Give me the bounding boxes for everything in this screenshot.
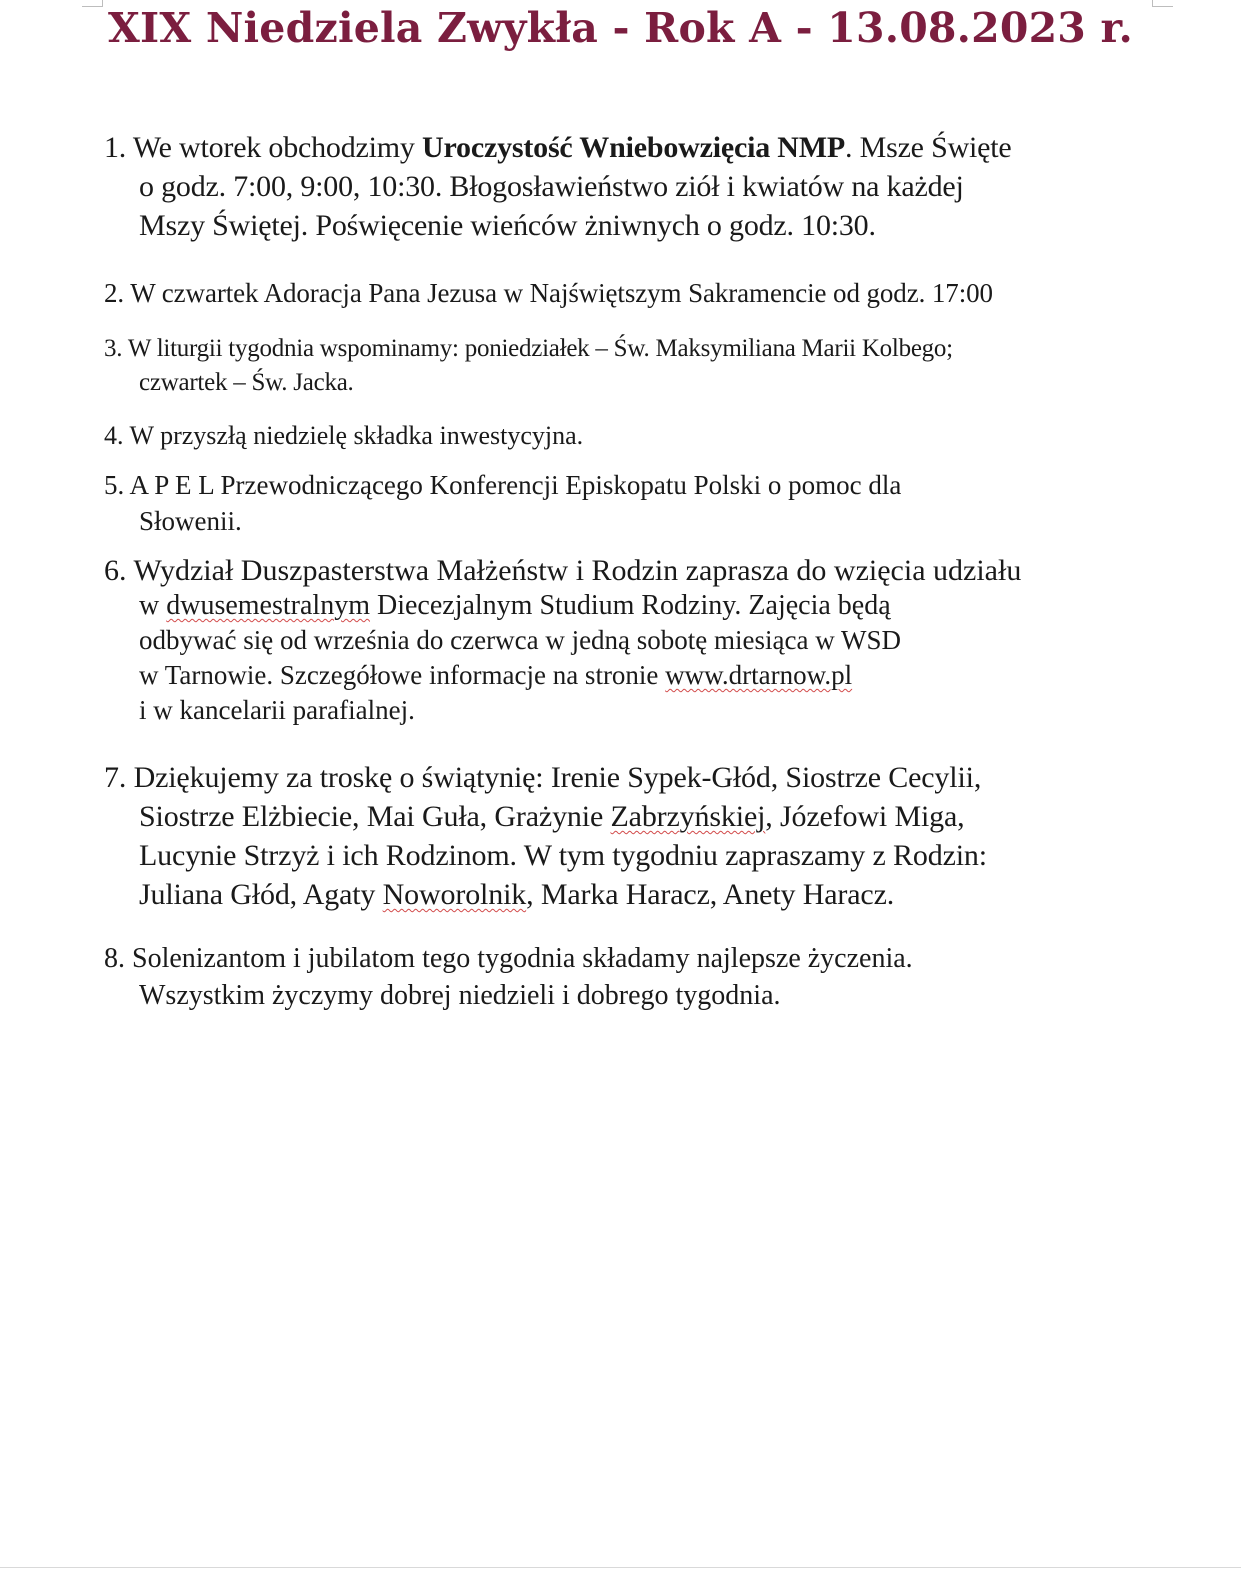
notice-line: 4. W przyszłą niedzielę składka inwestycyjna. [104,421,584,450]
notice-2 [104,276,1184,311]
notice-line: 3. W liturgii tygodnia wspominamy: poniedziałek – Św. Maksymiliana Marii Kolbego; [104,335,953,362]
notice-3 [104,332,1184,400]
notice-number: 5. [104,470,125,500]
notice-line: 2. W czwartek Adoracja Pana Jezusa w Najświętszym Sakramencie od godz. 17:00 [104,278,993,308]
notice-line: 1. We wtorek obchodzimy Uroczystość Wniebowzięcia NMP. Msze Święte [104,131,1012,164]
website-link[interactable]: www.drtarnow.pl [665,660,853,690]
notice-line: Siostrze Elżbiecie, Mai Guła, Grażynie Zabrzyńskiej, Józefowi Miga, [139,800,965,833]
spellcheck-word: Zabrzyńskiej [610,800,766,833]
notice-line: 7. Dziękujemy za troskę o świątynię: Irenie Sypek-Głód, Siostrze Cecylii, [104,761,982,794]
notice-line: w dwusemestralnym Diecezjalnym Studium Rodziny. Zajęcia będą [139,590,891,621]
notice-number: 7. [104,761,127,794]
notice-5 [104,467,1184,539]
notice-line: 6. Wydział Duszpasterstwa Małżeństw i Rodzin zaprasza do wzięcia udziału [104,554,1022,587]
notice-line: Juliana Głód, Agaty Noworolnik, Marka Haracz, Anety Haracz. [139,878,895,911]
notice-line: Wszystkim życzymy dobrej niedzieli i dobrego tygodnia. [139,980,781,1011]
notice-line: Słowenii. [139,506,242,536]
notice-line: 8. Solenizantom i jubilatom tego tygodnia składamy najlepsze życzenia. [104,943,913,974]
notice-number: 3. [104,335,123,362]
page-bottom-edge [0,1567,1241,1568]
notice-number: 6. [104,554,127,587]
notice-number: 4. [104,421,124,450]
notice-line: o godz. 7:00, 9:00, 10:30. Błogosławieństwo ziół i kwiatów na każdej [139,170,964,203]
notice-line: odbywać się od września do czerwca w jedną sobotę miesiąca w WSD [139,625,901,655]
notice-line: Lucynie Strzyż i ich Rodzinom. W tym tygodniu zapraszamy z Rodzin: [139,839,987,872]
notice-line: Mszy Świętej. Poświęcenie wieńców żniwnych o godz. 10:30. [139,209,876,242]
notice-line: 5. A P E L Przewodniczącego Konferencji Episkopatu Polski o pomoc dla [104,470,902,500]
notice-line: czwartek – Św. Jacka. [139,369,354,396]
notice-8 [104,940,1184,1014]
feast-name: Uroczystość Wniebowzięcia NMP [422,131,846,164]
notice-4 [104,419,1184,453]
page-title: XIX Niedziela Zwykła - Rok A - 13.08.2023 r. [107,4,1134,52]
notice-number: 2. [104,278,125,308]
notice-line: w Tarnowie. Szczegółowe informacje na stronie www.drtarnow.pl [139,660,853,690]
notice-7 [104,758,1184,914]
notice-1 [104,128,1184,245]
spellcheck-word: Noworolnik [382,878,527,911]
notice-number: 1. [104,131,127,164]
notice-line: i w kancelarii parafialnej. [139,695,415,725]
notice-number: 8. [104,943,125,974]
spellcheck-word: dwusemestralnym [166,590,370,621]
notice-6 [104,553,1184,728]
